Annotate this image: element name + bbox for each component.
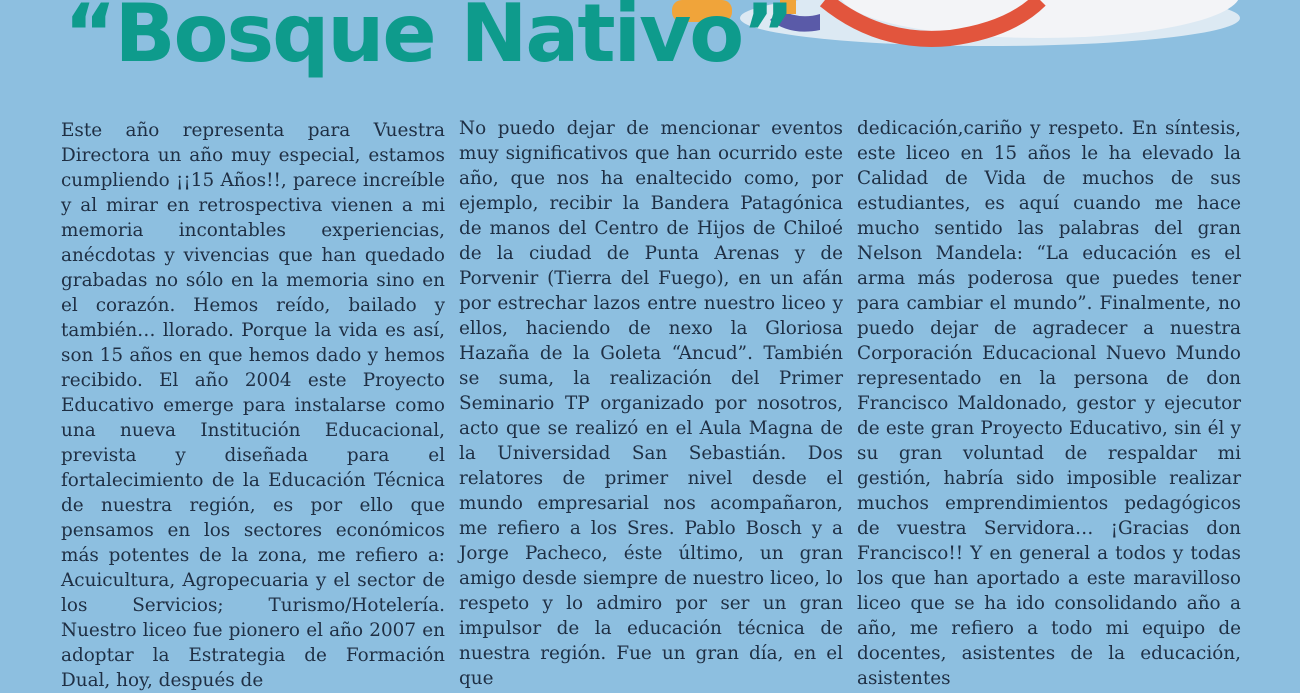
article-title: “Bosque Nativo” — [64, 0, 793, 80]
article-column-3: dedicación,cariño y respeto. En síntesis, este liceo en 15 años le ha elevado la Calidad de Vida de muchos de sus estudiantes, es aquí cuando me hace mucho sentido las palabras del gran Nelson Mandela: “La educación es el arma más poderosa que puedes tener para cambiar el mundo”. Finalmente, no puedo dejar de agradecer a nuestra Corporación Educacional Nuevo Mundo representado en la persona de don Francisco Maldonado, gestor y ejecutor de este gran Proyecto Educativo, sin él y su gran voluntad de respaldar mi gestión, habría sido imposible realizar muchos emprendimientos pedagógicos de vuestra Servidora… ¡Gracias don Francisco!! Y en general a todos y todas los que han aportado a este maravilloso liceo que se ha ido consolidando año a año, me refiero a todo mi equipo de docentes, asistentes de la educación, asistentes — [857, 118, 1241, 689]
article-column-1: Este año representa para Vuestra Directora un año muy especial, estamos cumpliendo ¡¡15 Años!!, parece increíble y al mirar en retrospectiva vienen a mi memoria incontables experiencias, anécdotas y vivencias que han quedado grabadas no sólo en la memoria sino en el corazón. Hemos reído, bailado y también… llorado. Porque la vida es así, son 15 años en que hemos dado y hemos recibido. El año 2004 este Proyecto Educativo emerge para instalarse como una nueva Institución Educacional, prevista y diseñada para el fortalecimiento de la Educación Técnica de nuestra región, es por ello que pensamos en los sectores económicos más potentes de la zona, me refiero a: Acuicultura, Agropecuaria y el sector de los Servicios; Turismo/Hotelería. Nuestro liceo fue pionero el año 2007 en adoptar la Estrategia de Formación Dual, hoy, después de — [61, 120, 445, 691]
article-column-2: No puedo dejar de mencionar eventos muy significativos que han ocurrido este año, que nos ha enaltecido como, por ejemplo, recibir la Bandera Patagónica de manos del Centro de Hijos de Chiloé de la ciudad de Punta Arenas y de Porvenir (Tierra del Fuego), en un afán por estrechar lazos entre nuestro liceo y ellos, haciendo de nexo la Gloriosa Hazaña de la Goleta “Ancud”. También se suma, la realización del Primer Seminario TP organizado por nosotros, acto que se realizó en el Aula Magna de la Universidad San Sebastián. Dos relatores de primer nivel desde el mundo empresarial nos acompañaron, me refiero a los Sres. Pablo Bosch y a Jorge Pacheco, éste último, un gran amigo desde siempre de nuestro liceo, lo respeto y lo admiro por ser un gran impulsor de la educación técnica de nuestra región. Fue un gran día, en el que — [459, 118, 843, 689]
